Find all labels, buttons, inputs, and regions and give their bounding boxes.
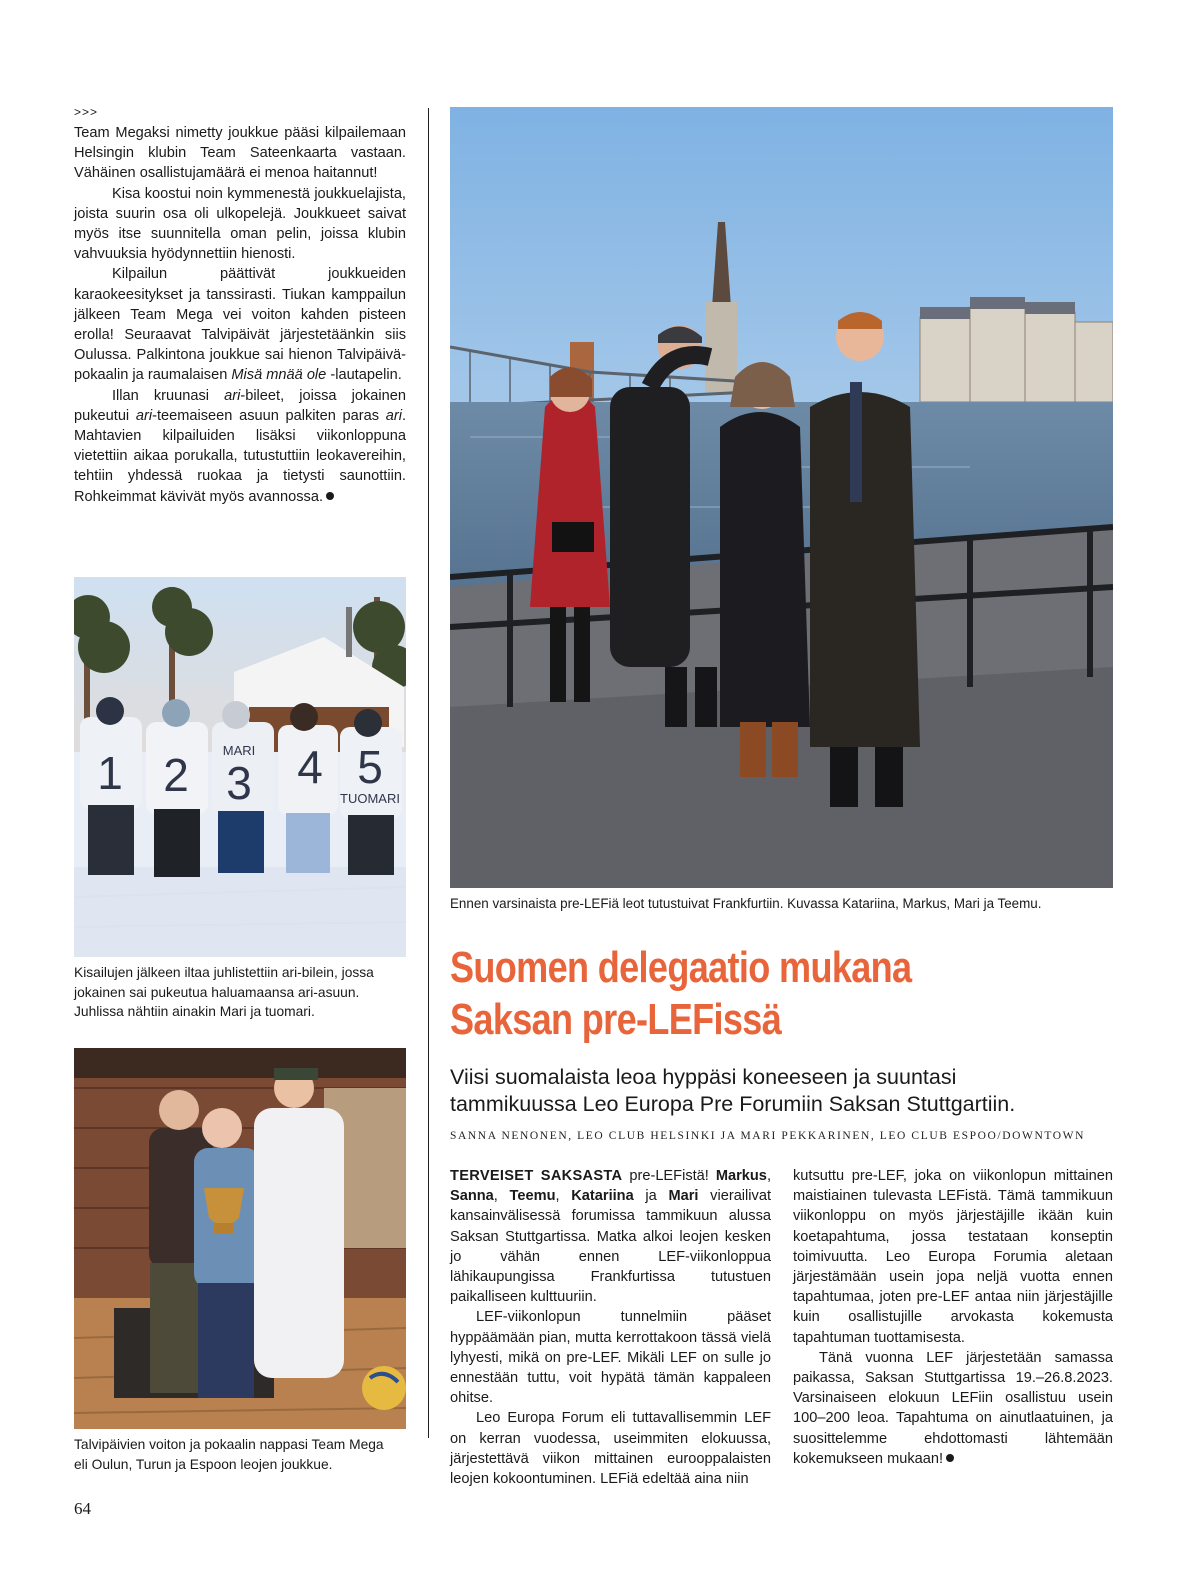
page-number: 64	[74, 1499, 91, 1518]
caption-trophy: Talvipäivien voiton ja pokaalin nappasi Team Mega eli Oulun, Turun ja Espoon leojen joukkue.	[74, 1437, 384, 1472]
article-paragraph-5	[793, 1348, 1113, 1469]
article-paragraph-3: Leo Europa Forum eli tuttavallisemmin LEF on kerran vuodessa, useimmiten elokuussa, järjestettävä viikon mittainen eurooppalaisten leojen kokoontuminen. LEFiä edeltää aina niin	[450, 1410, 771, 1488]
article-paragraph-1: TERVEISET SAKSASTA pre-LEFistä! Markus, Sanna, Teemu, Katariina ja Mari vierailivat kansainvälisessä forumissa tammikuun alussa Saksan Stuttgartissa. Matka alkoi leojen kesken jo vähän ennen LEF-viikonloppua lähikaupungissa Frankfurtissa tutustuen paikalliseen kulttuuriin.	[450, 1168, 772, 1306]
article-paragraph-4: kutsuttu pre-LEF, joka on viikonlopun mittainen maistiainen tulevasta LEFistä. Tämä tammikuun viikonloppu on myös järjestäjille ikään kuin koetapahtuma, jossa testataan konseptin toimivuutta. Leo Europa Forumia aletaan järjestämään usein jopa neljä vuotta ennen tapahtumaa, joten pre-LEF antaa niin järjestäjille kuin osallistujille arvokasta kokemusta tapahtuman tuottamisesta.	[793, 1168, 1113, 1346]
shirt-number-3: 3	[226, 757, 252, 809]
headline-line-1: Suomen delegaatio mukana	[450, 943, 912, 992]
ari-word-1: ari	[224, 387, 241, 404]
headline-line-2: Saksan pre-LEFissä	[450, 995, 782, 1044]
shirt-word-mari: MARI	[222, 743, 256, 758]
name-markus: Markus	[715, 1168, 767, 1184]
paragraph-5-text: Tänä vuonna LEF järjestetään samassa paikassa, Saksan Stuttgartissa 19.–26.8.2023. Varsinaiseen elokuun LEFiin osallistuu usein 100–200 leoa. Tapahtuma on ainutlaatuinen, ja suosittelemme ehdottomasti lähtemään kokemukseen mukaan!	[793, 1349, 1113, 1467]
paragraph-1-a: pre-LEFistä!	[622, 1168, 716, 1184]
left-paragraph-4-start: Illan kruunasi	[112, 387, 225, 404]
continuation-marker: >>>	[74, 105, 99, 119]
left-paragraph-3-text: Kilpailun päättivät joukkueiden karaokeesitykset ja tanssirasti. Tiukan kamppailun jälkeen Team Mega vei voiton kahden pisteen erolla! Seuraavat Talvipäivät järjestetäänkin siis Oulussa. Palkintona joukkue sai hienon Talvipäivä-pokaalin ja raumalaisen	[74, 266, 406, 384]
article-headline	[450, 942, 911, 1046]
left-paragraph-3	[74, 264, 406, 385]
end-mark	[326, 492, 334, 500]
shirt-number-4: 4	[297, 741, 323, 793]
name-teemu: Teemu	[509, 1188, 556, 1205]
shirt-number-1: 1	[97, 747, 123, 799]
name-katariina: Katariina	[571, 1188, 634, 1205]
left-paragraph-4-end: .	[401, 407, 406, 424]
left-paragraph-1: Team Megaksi nimetty joukkue pääsi kilpailemaan Helsingin klubin Team Sateenkaarta vastaan. Vähäinen osallistujamäärä ei menoa haitannut!	[74, 125, 406, 182]
shirt-number-5: 5	[357, 741, 383, 793]
photo-snow-shirts	[74, 577, 406, 957]
ari-word-3: ari	[385, 407, 402, 424]
photo-frankfurt	[450, 107, 1113, 888]
left-paragraph-2: Kisa koostui noin kymmenestä joukkuelajista, joista suurin osa oli ulkopelejä. Joukkueet saivat myös itse suunnitella oman pelin, joissa klubin vahvuuksia hyödynnettiin hienosti.	[74, 185, 406, 263]
photo-trophy	[74, 1048, 406, 1429]
column-divider	[428, 108, 429, 1438]
article-column-2	[793, 1166, 1113, 1469]
left-article-text	[74, 123, 406, 507]
article-byline: SANNA NENONEN, LEO CLUB HELSINKI JA MARI PEKKARINEN, LEO CLUB ESPOO/DOWNTOWN	[450, 1130, 1086, 1142]
left-paragraph-4	[74, 386, 406, 507]
caption-snow-shirts: Kisailujen jälkeen iltaa juhlistettiin ari-bilein, jossa jokainen sai pukeutua haluamaansa ari-asuun. Juhlissa nähtiin ainakin Mari ja tuomari.	[74, 965, 374, 1019]
paragraph-1-b: vierailivat kansainvälisessä forumissa tammikuun alussa Saksan Stuttgartissa. Matka alkoi leojen kesken jo vähän ennen LEF-viikonloppua lähikaupungissa Frankfurtissa tutustuen paikalliseen kulttuuriin.	[450, 1188, 772, 1306]
article-paragraph-2: LEF-viikonlopun tunnelmiin pääset hyppäämään pian, mutta kerrottakoon tässä vielä lyhyesti, mikä on pre-LEF. Mikäli LEF on sulle jo ennestään tuttu, voit hypätä tämän kappaleen ohitse.	[450, 1309, 771, 1407]
article-end-mark	[946, 1454, 954, 1462]
left-paragraph-4-mid1: -bileet, joissa jokainen pukeutui	[74, 387, 407, 424]
article-lede: Viisi suomalaista leoa hyppäsi koneeseen ja suuntasi tammikuussa Leo Europa Pre Forumiin Saksan Stuttgartiin.	[450, 1065, 1016, 1116]
lead-in: TERVEISET SAKSASTA	[450, 1168, 623, 1184]
left-paragraph-3-tail: -lautapelin.	[326, 367, 402, 384]
article-column-1	[450, 1166, 771, 1489]
ari-word-2: ari	[135, 407, 153, 424]
caption-frankfurt: Ennen varsinaista pre-LEFiä leot tutustuivat Frankfurtiin. Kuvassa Katariina, Markus, Mari ja Teemu.	[450, 896, 1042, 911]
left-paragraph-4-tail: Mahtavien kilpailuiden lisäksi viikonloppuna vietettiin aikaa porukalla, tutustuttiin leokavereihin, tehtiin yhdessä ruokaa ja tietysti saunottiin. Rohkeimmat kävivät myös avannossa.	[74, 428, 406, 505]
shirt-number-2: 2	[163, 749, 189, 801]
left-paragraph-4-mid2: -teemaiseen asuun palkiten paras	[152, 407, 386, 424]
game-title: Misä mnää ole	[231, 367, 327, 384]
name-sanna: Sanna	[450, 1188, 494, 1205]
name-mari: Mari	[668, 1188, 699, 1205]
shirt-word-tuomari: TUOMARI	[340, 791, 400, 806]
